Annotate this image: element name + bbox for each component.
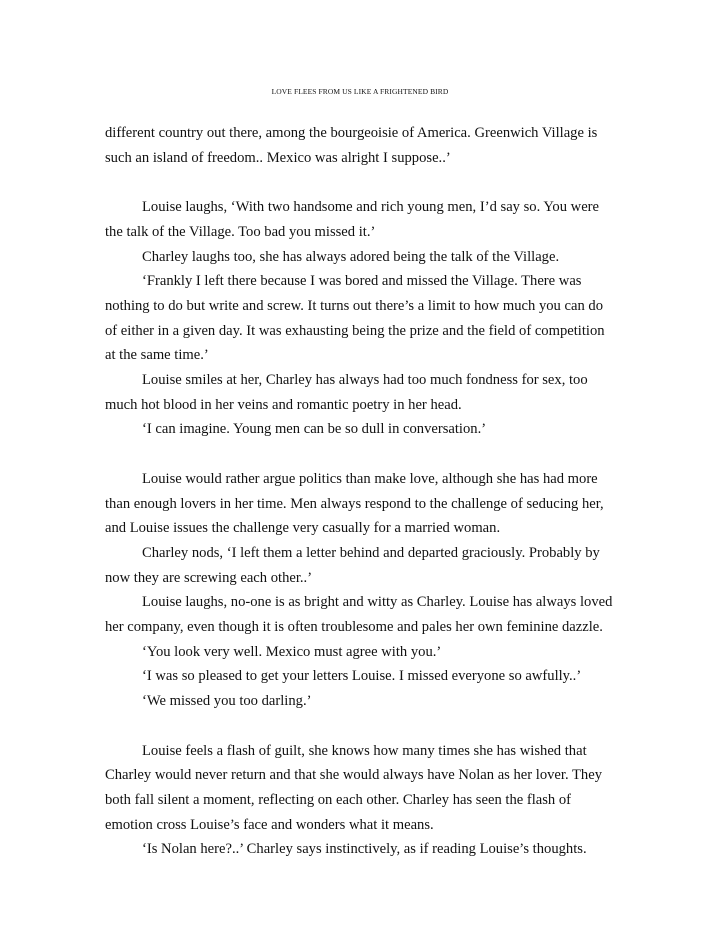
paragraph: Charley laughs too, she has always adored being the talk of the Village. (142, 248, 560, 265)
paragraph: Louise laughs, ‘With two handsome and rich young men, I’d say so. You were the talk of the Village. Too bad you missed it.’ (105, 199, 600, 240)
paragraph: ‘Frankly I left there because I was bored and missed the Village. There was nothing to do but write and screw. It turns out there’s a limit to how much you can do of either in a given day. It was exhausting being the prize and the field of competition at the same time.’ (105, 273, 605, 364)
paragraph: Charley nods, ‘I left them a letter behind and departed graciously. Probably by now they are screwing each other..’ (105, 544, 600, 586)
paragraph: different country out there, among the bourgeoisie of America. Greenwich Village is such an island of freedom.. Mexico was alright I suppose..’ (105, 125, 598, 166)
paragraph: ‘We missed you too darling.’ (142, 693, 312, 710)
paragraph: ‘I was so pleased to get your letters Louise. I missed everyone so awfully..’ (142, 668, 582, 685)
running-header: LOVE FLEES FROM US LIKE A FRIGHTENED BIRD (271, 87, 449, 96)
body-text (105, 121, 617, 862)
paragraph: Louise feels a flash of guilt, she knows how many times she has wished that Charley would never return and that she would always have Nolan as her lover. They both fall silent a moment, reflecting on each other. Charley has seen the flash of emotion cross Louise’s face and wonders what it means. (105, 742, 602, 833)
paragraph: Louise would rather argue politics than make love, although she has had more than enough lovers in her time. Men always respond to the challenge of seducing her, and Louise issues the challenge very casually for a married woman. (105, 470, 604, 537)
paragraph: Louise smiles at her, Charley has always had too much fondness for sex, too much hot blood in her veins and romantic poetry in her head. (105, 372, 588, 413)
paragraph: ‘Is Nolan here?..’ Charley says instinctively, as if reading Louise’s thoughts. (142, 841, 587, 858)
paragraph: ‘I can imagine. Young men can be so dull in conversation.’ (142, 421, 487, 438)
paragraph: ‘You look very well. Mexico must agree with you.’ (142, 643, 442, 660)
paragraph: Louise laughs, no-one is as bright and witty as Charley. Louise has always loved her company, even though it is often troublesome and pales her own feminine dazzle. (105, 594, 613, 636)
